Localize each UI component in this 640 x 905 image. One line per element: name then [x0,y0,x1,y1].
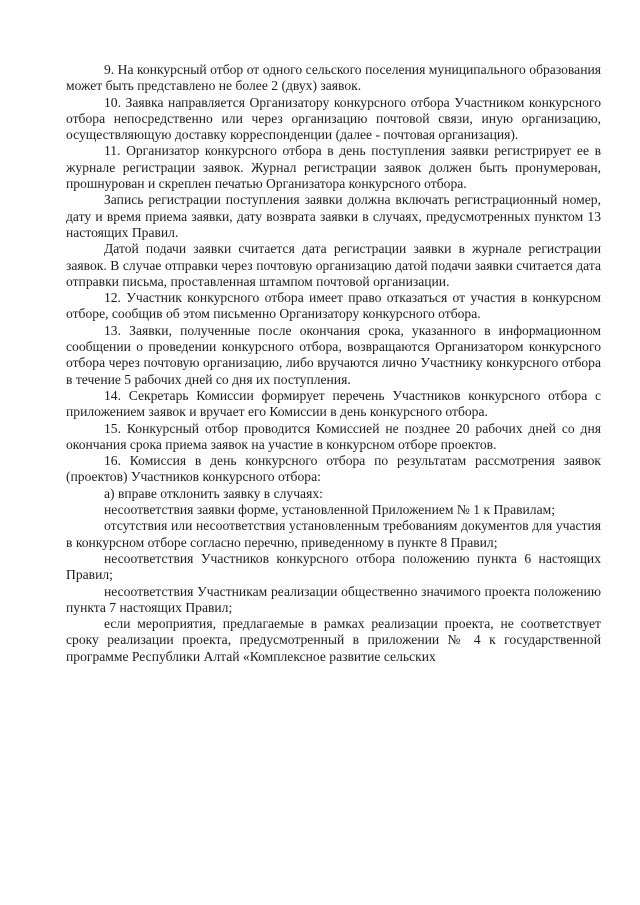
paragraph-item-16a: а) вправе отклонить заявку в случаях: [104,485,323,501]
paragraph-item-12: 12. Участник конкурсного отбора имеет право отказаться от участия в конкурсном отборе, сообщив об этом письменно Организатору конкурсного отбора. [66,290,601,322]
paragraph-reject-timeline: если мероприятия, предлагаемые в рамках реализации проекта, не соответствует сроку реализации проекта, предусмотренный в приложении № 4 к государственной программе Республики Алтай «Комплексное развитие сельских [66,616,601,664]
document-page [66,62,601,665]
paragraph-item-13: 13. Заявки, полученные после окончания срока, указанного в информационном сообщении о проведении конкурсного отбора, возвращаются Организатором конкурсного отбора через почтовую организацию, либо вручаются лично Участнику конкурсного отбора в течение 5 рабочих дней со дня их поступления. [66,322,601,387]
paragraph-item-16: 16. Комиссия в день конкурсного отбора по результатам рассмотрения заявок (проектов) Участников конкурсного отбора: [66,453,601,485]
paragraph-reject-participants: несоответствия Участников конкурсного отбора положению пункта 6 настоящих Правил; [66,550,601,583]
paragraph-item-10: 10. Заявка направляется Организатору конкурсного отбора Участником конкурсного отбора непосредственно или через организацию почтовой связи, иную организацию, осуществляющую доставку корреспонденции (далее - почтовая организация). [66,94,601,143]
paragraph-item-11: 11. Организатор конкурсного отбора в день поступления заявки регистрирует ее в журнале регистрации заявок. Журнал регистрации заявок должен быть пронумерован, прошнурован и скреплен печатью Организатора конкурсного отбора. [66,143,601,192]
paragraph-reject-documents: отсутствия или несоответствия установленным требованиям документов для участия в конкурсном отборе согласно перечню, приведенному в пункте 8 Правил; [66,518,601,550]
paragraph-item-14: 14. Секретарь Комиссии формирует перечень Участников конкурсного отбора с приложением заявок и вручает его Комиссии в день конкурсного отбора. [66,387,601,420]
paragraph-item-9: 9. На конкурсный отбор от одного сельского поселения муниципального образования может быть представлено не более 2 (двух) заявок. [66,62,601,94]
paragraph-reject-implementers: несоответствия Участникам реализации общественно значимого проекта положению пункта 7 настоящих Правил; [66,583,601,615]
paragraph-item-15: 15. Конкурсный отбор проводится Комиссией не позднее 20 рабочих дней со дня окончания срока приема заявок на участие в конкурсном отборе проектов. [66,420,601,452]
paragraph-submission-date: Датой подачи заявки считается дата регистрации заявки в журнале регистрации заявок. В случае отправки через почтовую организацию датой подачи заявки считается дата отправки письма, проставленная штампом почтовой организации. [66,241,601,289]
paragraph-registration-record: Запись регистрации поступления заявки должна включать регистрационный номер, дату и время приема заявки, дату возврата заявки в случаях, предусмотренных пунктом 13 настоящих Правил. [66,192,601,240]
paragraph-reject-form: несоответствия заявки форме, установленной Приложением № 1 к Правилам; [104,502,555,518]
